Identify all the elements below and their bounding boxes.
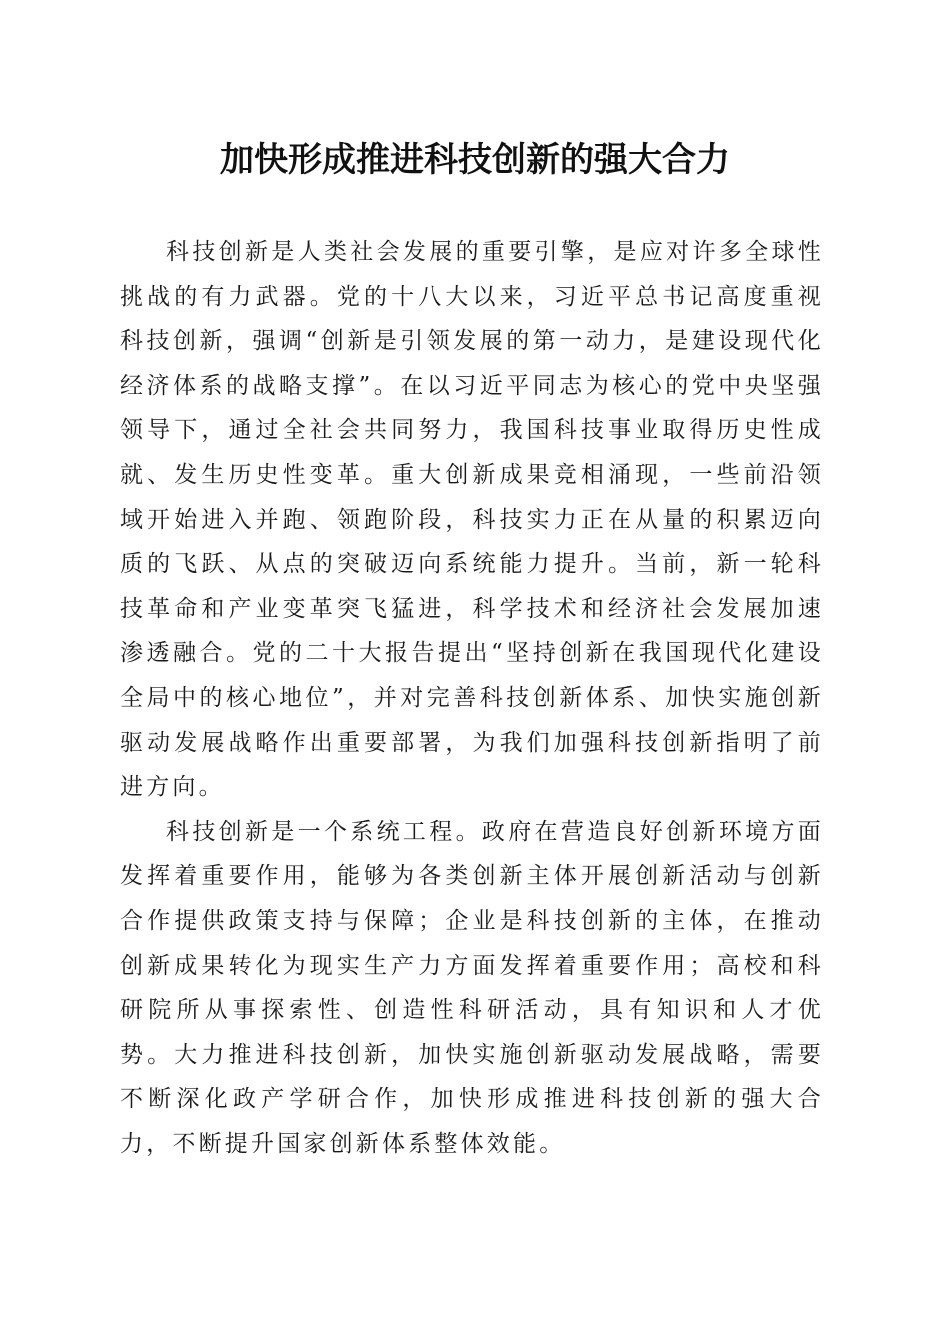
article-body: [120, 230, 824, 1166]
paragraph-1: 科技创新是人类社会发展的重要引擎，是应对许多全球性挑战的有力武器。党的十八大以来，习近平总书记高度重视科技创新，强调“创新是引领发展的第一动力，是建设现代化经济体系的战略支撑”。在以习近平同志为核心的党中央坚强领导下，通过全社会共同努力，我国科技事业取得历史性成就、发生历史性变革。重大创新成果竞相涌现，一些前沿领域开始进入并跑、领跑阶段，科技实力正在从量的积累迈向质的飞跃、从点的突破迈向系统能力提升。当前，新一轮科技革命和产业变革突飞猛进，科学技术和经济社会发展加速渗透融合。党的二十大报告提出“坚持创新在我国现代化建设全局中的核心地位”，并对完善科技创新体系、加快实施创新驱动发展战略作出重要部署，为我们加强科技创新指明了前进方向。: [120, 239, 824, 801]
paragraph-2: 科技创新是一个系统工程。政府在营造良好创新环境方面发挥着重要作用，能够为各类创新主体开展创新活动与创新合作提供政策支持与保障；企业是科技创新的主体，在推动创新成果转化为现实生产力方面发挥着重要作用；高校和科研院所从事探索性、创造性科研活动，具有知识和人才优势。大力推进科技创新，加快实施创新驱动发展战略，需要不断深化政产学研合作，加快形成推进科技创新的强大合力，不断提升国家创新体系整体效能。: [120, 818, 824, 1157]
page-title: 加快形成推进科技创新的强大合力: [220, 140, 730, 180]
